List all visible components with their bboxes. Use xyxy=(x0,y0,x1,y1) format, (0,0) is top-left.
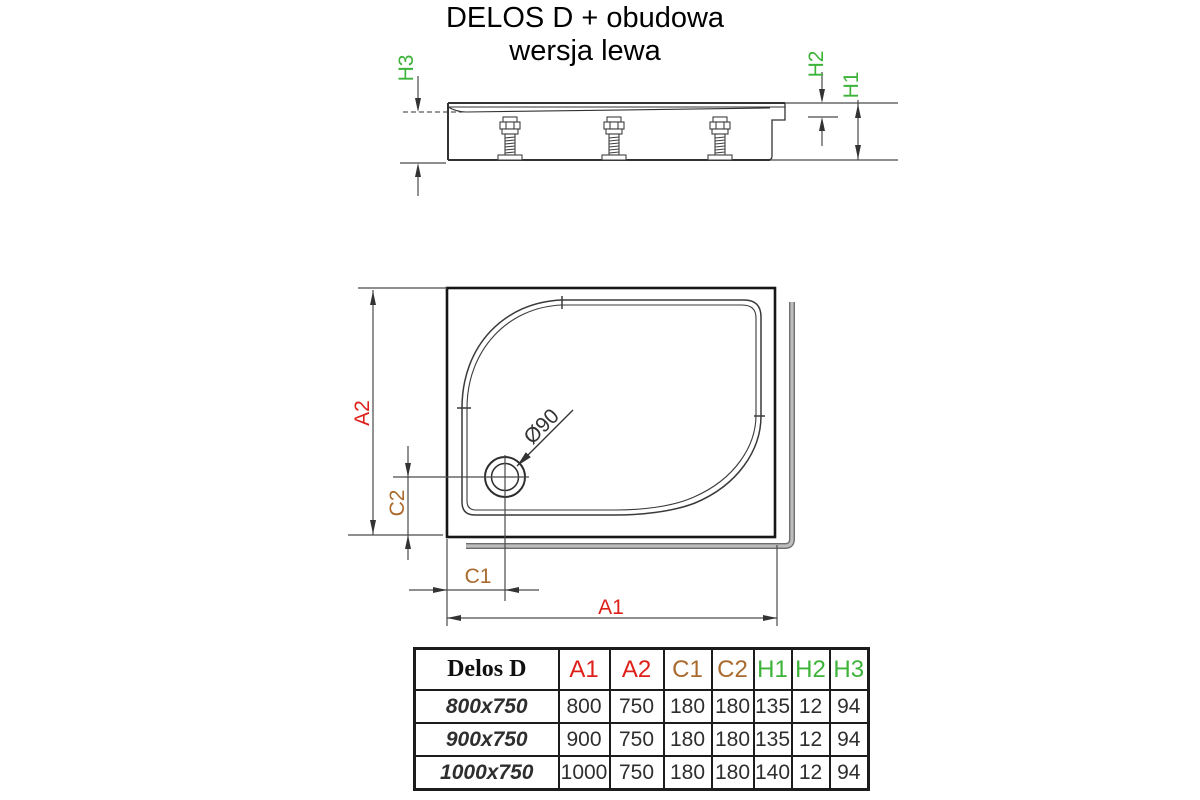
table-cell: 750 xyxy=(610,756,664,790)
top-view-drawing xyxy=(447,288,792,546)
table-cell: 94 xyxy=(830,690,869,723)
table-row xyxy=(415,690,869,723)
table-cell: 180 xyxy=(712,723,754,756)
table-header-h2: H2 xyxy=(792,649,830,691)
table-cell: 180 xyxy=(664,756,712,790)
side-view-dimensions xyxy=(400,72,898,196)
table-cell-model: 900x750 xyxy=(415,723,559,756)
table-row xyxy=(415,756,869,790)
top-view-dimensions xyxy=(348,288,777,626)
table-header-h1: H1 xyxy=(754,649,792,691)
table-header-a1: A1 xyxy=(559,649,610,691)
table-cell: 750 xyxy=(610,723,664,756)
dim-label-c1: C1 xyxy=(464,565,492,588)
table-header-row xyxy=(415,649,869,691)
table-cell: 900 xyxy=(559,723,610,756)
table-header-c1: C1 xyxy=(664,649,712,691)
table-cell-model: 800x750 xyxy=(415,690,559,723)
dim-label-h1: H1 xyxy=(840,71,863,99)
spec-table xyxy=(413,647,870,791)
table-header-c2: C2 xyxy=(712,649,754,691)
table-cell: 94 xyxy=(830,756,869,790)
table-cell-model: 1000x750 xyxy=(415,756,559,790)
dim-label-a2: A2 xyxy=(351,400,374,426)
table-cell: 135 xyxy=(754,723,792,756)
table-header-h3: H3 xyxy=(830,649,869,691)
table-header-model: Delos D xyxy=(415,649,559,691)
dim-label-h2: H2 xyxy=(805,50,828,78)
table-cell: 180 xyxy=(664,690,712,723)
dim-label-c2: C2 xyxy=(386,489,409,517)
table-cell: 800 xyxy=(559,690,610,723)
table-cell: 135 xyxy=(754,690,792,723)
table-cell: 180 xyxy=(664,723,712,756)
table-header-a2: A2 xyxy=(610,649,664,691)
side-view-drawing xyxy=(403,103,785,160)
table-cell: 750 xyxy=(610,690,664,723)
drawing-subtitle: wersja lewa xyxy=(509,35,661,67)
dim-label-h3: H3 xyxy=(395,54,418,82)
table-cell: 94 xyxy=(830,723,869,756)
table-cell: 180 xyxy=(712,756,754,790)
table-cell: 140 xyxy=(754,756,792,790)
table-cell: 12 xyxy=(792,756,830,790)
table-cell: 180 xyxy=(712,690,754,723)
drawing-title: DELOS D + obudowa xyxy=(445,2,725,34)
table-row xyxy=(415,723,869,756)
drain-diameter-label: Ø90 xyxy=(519,404,564,449)
dim-label-a1: A1 xyxy=(598,596,624,619)
table-cell: 1000 xyxy=(559,756,610,790)
table-cell: 12 xyxy=(792,690,830,723)
table-cell: 12 xyxy=(792,723,830,756)
